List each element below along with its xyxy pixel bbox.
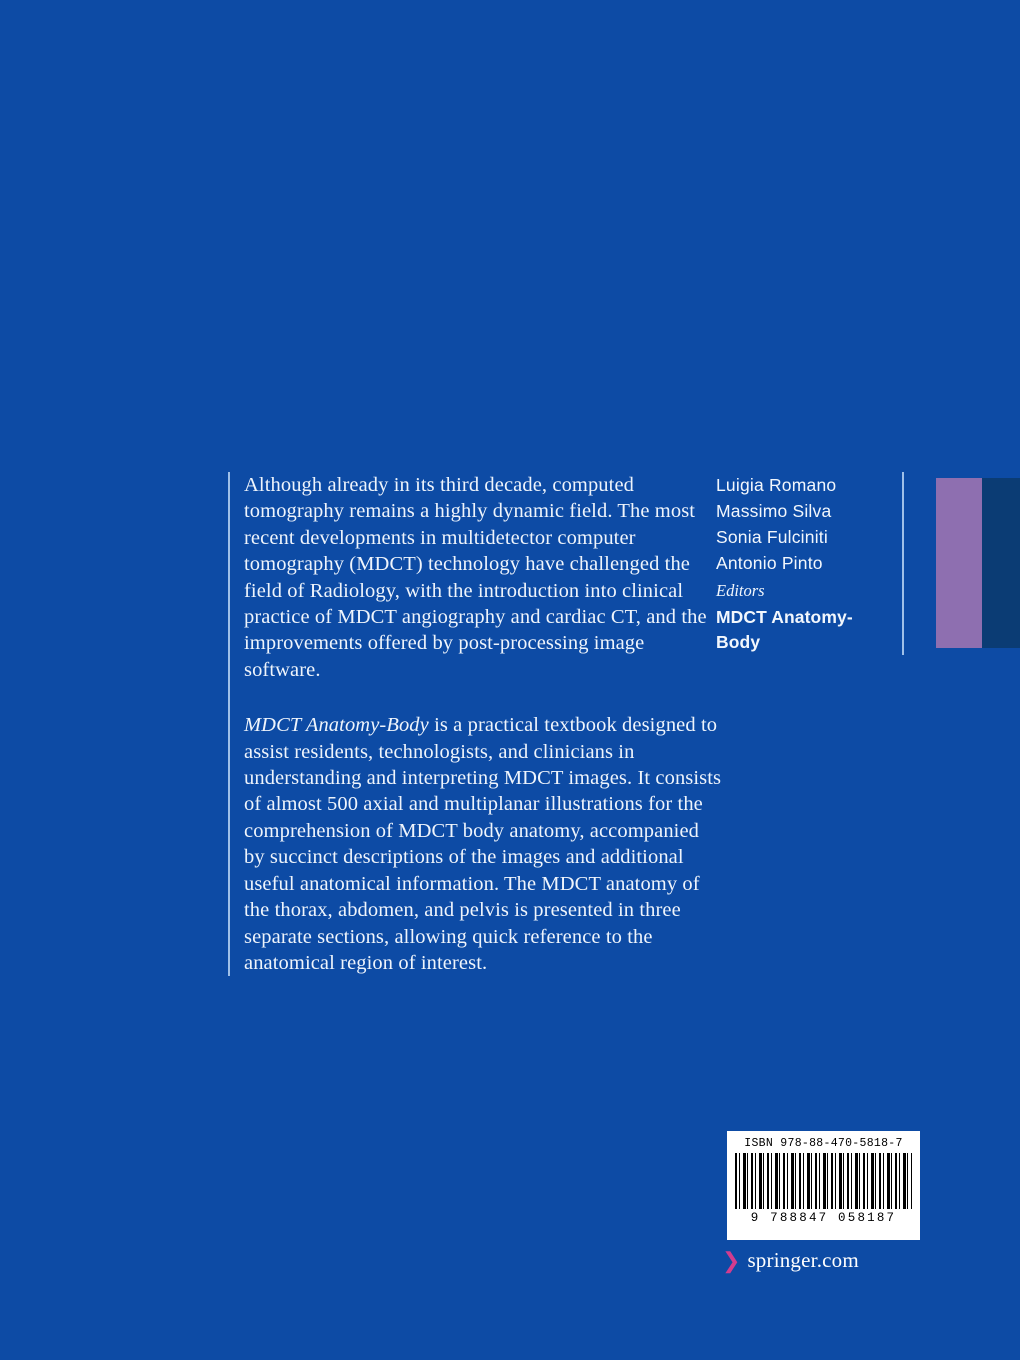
publisher-name: springer.com — [747, 1248, 859, 1272]
editors-label: Editors — [716, 581, 765, 600]
isbn-text: ISBN 978-88-470-5818-7 — [744, 1137, 903, 1150]
barcode-bars — [735, 1153, 912, 1209]
author-name: Antonio Pinto — [716, 553, 823, 573]
blurb-paragraph-1: Although already in its third decade, computed tomography remains a highly dynamic field. The most recent developments in multidetector computer tomography (MDCT) technology have challenged the field of Radiology, with the introduction into clinical practice of MDCT angiography and cardiac CT, and the improvements offered by post-processing image software. — [244, 474, 707, 681]
barcode-digits: 9 788847 058187 — [750, 1211, 897, 1225]
blurb-paragraph-2-rest: is a practical textbook designed to assist residents, technologists, and clinicians in understanding and interpreting MDCT images. It consists of almost 500 axial and multiplanar illustrations for the comprehension of MDCT body anatomy, accompanied by succinct descriptions of the images and additional useful anatomical information. The MDCT anatomy of the thorax, abdomen, and pelvis is presented in three separate sections, allowing quick reference to the anatomical region of interest. — [244, 714, 722, 974]
back-cover-blurb — [228, 472, 724, 976]
decorative-bar-purple — [936, 478, 982, 648]
chevron-right-icon: ❯ — [722, 1247, 741, 1273]
blurb-book-title: MDCT Anatomy-Body — [244, 714, 429, 737]
author-name: Luigia Romano — [716, 475, 837, 495]
isbn-barcode — [727, 1131, 920, 1240]
publisher-logo — [722, 1248, 859, 1273]
author-name: Massimo Silva — [716, 501, 832, 521]
decorative-bar-dark — [982, 478, 1020, 648]
authors-block — [716, 472, 904, 655]
book-title: MDCT Anatomy-Body — [716, 607, 853, 652]
blurb-paragraph-2 — [244, 712, 724, 976]
author-name: Sonia Fulciniti — [716, 527, 828, 547]
